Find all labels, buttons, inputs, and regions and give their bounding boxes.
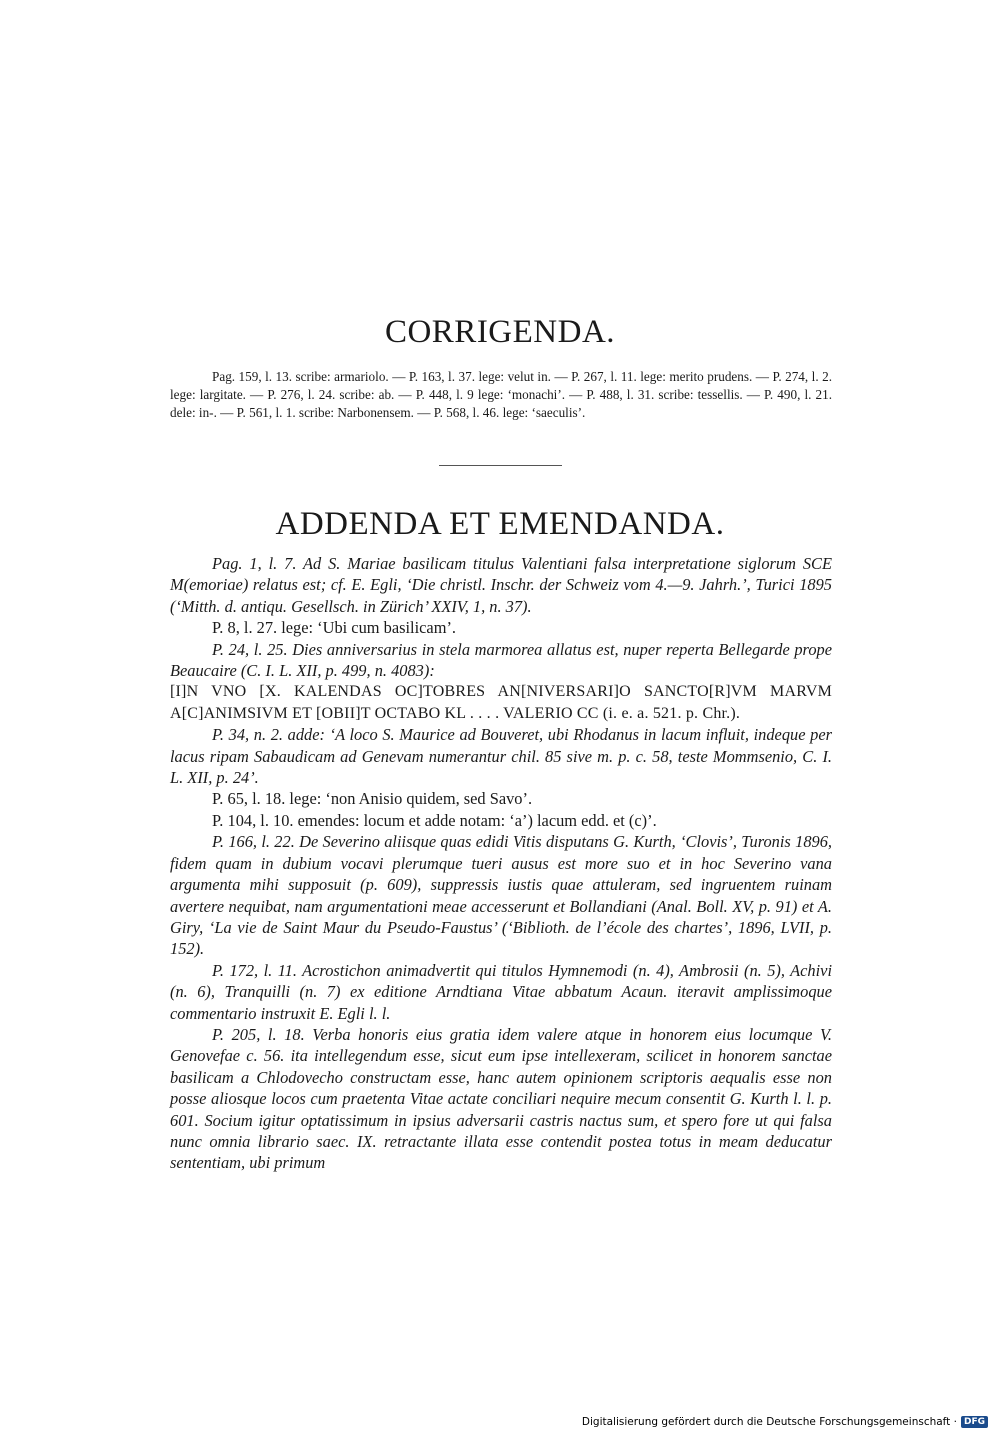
addenda-entry: P. 8, l. 27. lege: ‘Ubi cum basilicam’. — [212, 618, 456, 638]
addenda-title: ADDENDA ET EMENDANDA. — [275, 506, 725, 542]
corrigenda-body — [170, 368, 832, 422]
addenda-entry: P. 104, l. 10. emendes: locum et adde notam: ‘a’) lacum edd. et (c)’. — [212, 810, 657, 830]
corrigenda-paragraph: Pag. 159, l. 13. scribe: armariolo. — P. 163, l. 37. lege: velut in. — P. 267, l. 11. lege: merito prudens. — P. 274, l. 2. lege: largitate. — P. 276, l. 24. scribe: ab. — P. 448, l. 9 lege: ‘monachi’. — P. 488, l. 31. scribe: tessellis. — P. 490, l. 21. dele: in-. — P. 561, l. 1. scribe: Narbonensem. — P. 568, l. 46. lege: ‘saeculis’. — [170, 369, 832, 420]
inscription-text: [I]N VNO [X. KALENDAS OC]TOBRES AN[NIVERSARI]O SANCTO[R]VM MARVM A[C]ANIMSIVM ET [OBII]T OCTABO KL . . . . VALERIO CC (i. e. a. 521. p. Chr.). — [170, 683, 832, 722]
addenda-body — [170, 553, 832, 1174]
addenda-entry: P. 34, n. 2. adde: ‘A loco S. Maurice ad Bouveret, ubi Rhodanus in lacum influit, indeque per lacus ripam Sabaudicam ad Genevam numerantur chil. 85 sive m. p. c. 58, teste Mommsenio, C. I. L. XII, p. 24’. — [170, 725, 832, 788]
credit-text: Digitalisierung gefördert durch die Deutsche Forschungsgemeinschaft · — [581, 1416, 957, 1428]
addenda-entry: P. 205, l. 18. Verba honoris eius gratia idem valere atque in honorem eius locumque V. Genovefae c. 56. ita intellegendum esse, sicut eum ipse intellexeram, scilicet in honorem sanctae basilicam a Chlodovecho constructam esse, hanc autem opinionem scriptoris aequalis esse non posse aliosque locos cum praetenta Vitae actate conciliari nequire mecum consentit G. Kurth l. l. p. 601. Socium igitur optatissimum in ipsius adversarii castris nactus sum, et spero fore ut qui falsa nunc omnia librario saec. IX. retractante illata esse contendit postea totus in meam deducatur sententiam, ubi primum — [170, 1024, 832, 1173]
addenda-entry: P. 166, l. 22. De Severino aliisque quas edidi Vitis disputans G. Kurth, ‘Clovis’, Turonis 1896, fidem quam in dubium vocavi plerumque tueri ausus est more suo et in hoc Severino vana argumenta mihi supposuit (p. 609), suppressis iustis quae attuleram, sed ingruentem ruinam avertere nequibat, nam argumentationi meae accesserunt et Bollandiani (Anal. Boll. XV, p. 91) et A. Giry, ‘La vie de Saint Maur du Pseudo-Faustus’ (‘Biblioth. de l’école des chartes’, 1896, LVII, p. 152). — [170, 832, 832, 959]
corrigenda-title: CORRIGENDA. — [384, 314, 616, 350]
digitization-credit — [582, 1416, 988, 1428]
addenda-entry: P. 172, l. 11. Acrostichon animadvertit qui titulos Hymnemodi (n. 4), Ambrosii (n. 5), Achivi (n. 6), Tranquilli (n. 7) ex editione Arndtiana Vitae abbatum Acaun. iteravit amplissimoque commentario instruxit E. Egli l. l. — [170, 960, 832, 1023]
addenda-entry: P. 24, l. 25. Dies anniversarius in stela marmorea allatus est, nuper reperta Bellegarde prope Beaucaire (C. I. L. XII, p. 499, n. 4083): — [170, 639, 832, 681]
addenda-entry: P. 65, l. 18. lege: ‘non Anisio quidem, sed Savo’. — [212, 789, 533, 809]
section-divider — [439, 465, 562, 466]
dfg-logo: DFG — [961, 1416, 988, 1428]
addenda-entry: Pag. 1, l. 7. Ad S. Mariae basilicam titulus Valentiani falsa interpretatione siglorum SCE M(emoriae) relatus est; cf. E. Egli, ‘Die christl. Inschr. der Schweiz vom 4.—9. Jahrh.’, Turici 1895 (‘Mitth. d. antiqu. Gesellsch. in Zürich’ XXIV, 1, n. 37). — [170, 554, 832, 616]
